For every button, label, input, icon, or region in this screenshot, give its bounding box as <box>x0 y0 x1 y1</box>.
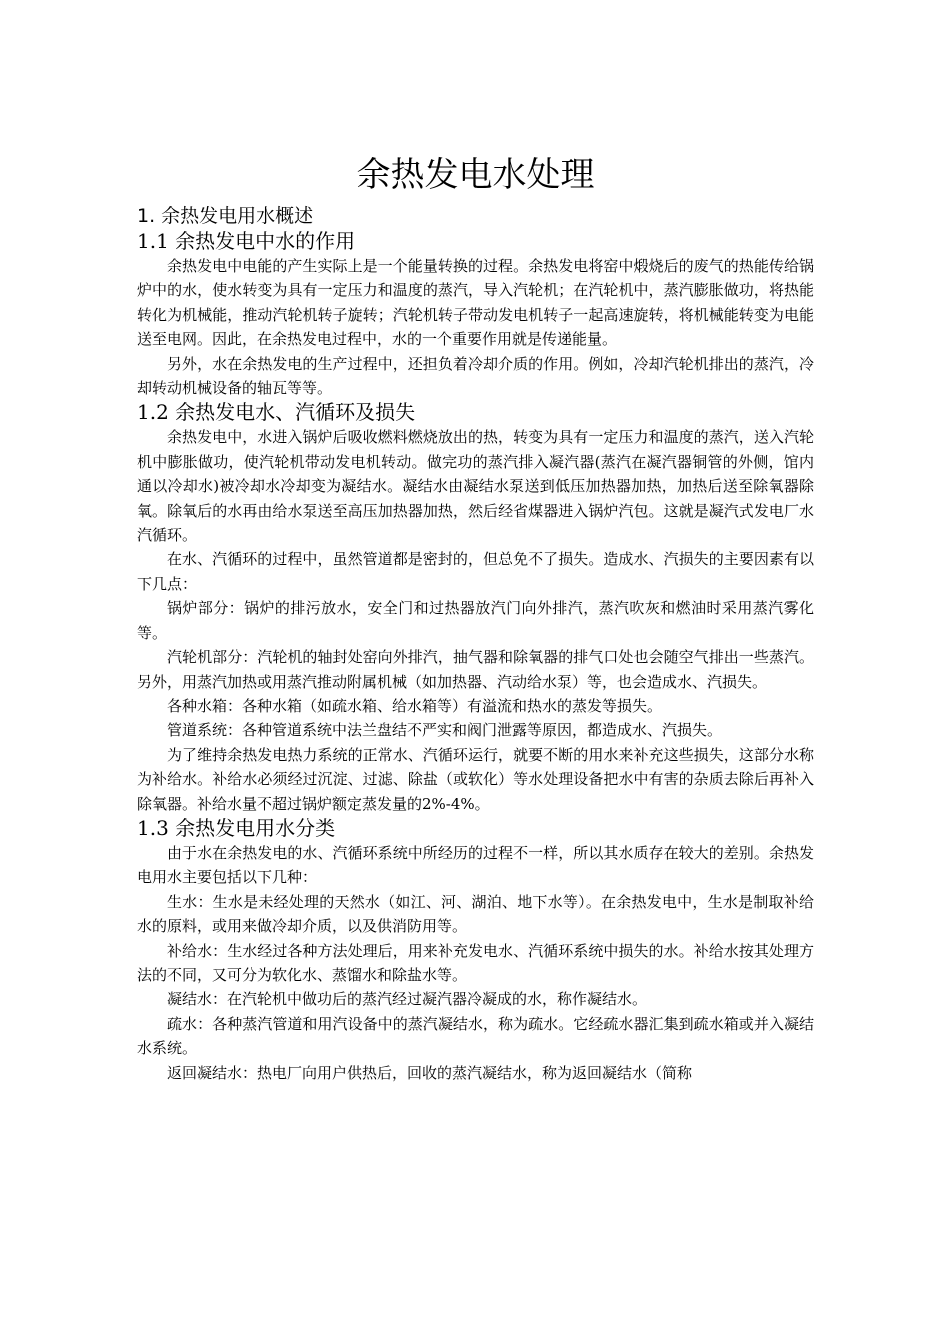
paragraph: 凝结水：在汽轮机中做功后的蒸汽经过凝汽器冷凝成的水，称作凝结水。 <box>167 990 648 1009</box>
paragraph: 生水：生水是未经处理的天然水（如江、河、湖泊、地下水等）。在余热发电中，生水是制取补给水的原料，或用来做冷却介质，以及供消防用等。 <box>137 892 814 936</box>
paragraph: 为了维持余热发电热力系统的正常水、汽循环运行，就要不断的用水来补充这些损失，这部分水称为补给水。补给水必须经过沉淀、过滤、除盐（或软化）等水处理设备把水中有害的杂质去除后再补入除氧器。补给水量不超过锅炉额定蒸发量的2%-4%。 <box>137 745 814 813</box>
paragraph: 由于水在余热发电的水、汽循环系统中所经历的过程不一样，所以其水质存在较大的差别。余热发电用水主要包括以下几种： <box>137 843 814 887</box>
paragraph: 汽轮机部分：汽轮机的轴封处窑向外排汽，抽气器和除氧器的排气口处也会随空气排出一些蒸汽。另外，用蒸汽加热或用蒸汽推动附属机械（如加热器、汽动给水泵）等，也会造成水、汽损失。 <box>137 648 814 691</box>
subsection-heading: 1.2 余热发电水、汽循环及损失 <box>137 400 416 425</box>
paragraph: 余热发电中，水进入锅炉后吸收燃料燃烧放出的热，转变为具有一定压力和温度的蒸汽，送入汽轮机中膨胀做功，使汽轮机带动发电机转动。做完功的蒸汽排入凝汽器(蒸汽在凝汽器铜管的外侧，馆内通以冷却水)被冷却水冷却变为凝结水。凝结水由凝结水泵送到低压加热器加热，加热后送至除氧器除氧。除氧后的水再由给水泵送至高压加热器加热，然后经省煤器进入锅炉汽包。这就是凝汽式发电厂水汽循环。 <box>137 428 814 545</box>
subsection-heading: 1.3 余热发电用水分类 <box>137 815 336 840</box>
paragraph: 管道系统：各种管道系统中法兰盘结不严实和阀门泄露等原因，都造成水、汽损失。 <box>167 721 723 740</box>
paragraph: 另外，水在余热发电的生产过程中，还担负着冷却介质的作用。例如，冷却汽轮机排出的蒸汽，冷却转动机械设备的轴瓦等等。 <box>137 354 814 398</box>
paragraph: 锅炉部分：锅炉的排污放水，安全门和过热器放汽门向外排汽，蒸汽吹灰和燃油时采用蒸汽雾化等。 <box>137 599 814 642</box>
section-heading: 1. 余热发电用水概述 <box>137 205 314 227</box>
paragraph: 各种水箱：各种水箱（如疏水箱、给水箱等）有溢流和热水的蒸发等损失。 <box>167 696 663 715</box>
paragraph: 余热发电中电能的产生实际上是一个能量转换的过程。余热发电将窑中煅烧后的废气的热能传给锅炉中的水，使水转变为具有一定压力和温度的蒸汽，导入汽轮机；在汽轮机中，蒸汽膨胀做功，将热能转化为机械能，推动汽轮机转子旋转；汽轮机转子带动发电机转子一起高速旋转，将机械能转变为电能送至电网。因此，在余热发电过程中，水的一个重要作用就是传递能量。 <box>137 257 814 349</box>
paragraph: 疏水：各种蒸汽管道和用汽设备中的蒸汽凝结水，称为疏水。它经疏水器汇集到疏水箱或并入凝结水系统。 <box>137 1014 814 1058</box>
paragraph: 在水、汽循环的过程中，虽然管道都是密封的，但总免不了损失。造成水、汽损失的主要因素有以下几点： <box>137 550 814 593</box>
subsection-heading: 1.1 余热发电中水的作用 <box>137 229 356 253</box>
document-title: 余热发电水处理 <box>356 155 595 195</box>
paragraph: 返回凝结水：热电厂向用户供热后，回收的蒸汽凝结水，称为返回凝结水（简称 <box>167 1063 693 1082</box>
paragraph: 补给水：生水经过各种方法处理后，用来补充发电水、汽循环系统中损失的水。补给水按其处理方法的不同，又可分为软化水、蒸馏水和除盐水等。 <box>137 941 814 984</box>
document-page <box>137 150 814 1085</box>
